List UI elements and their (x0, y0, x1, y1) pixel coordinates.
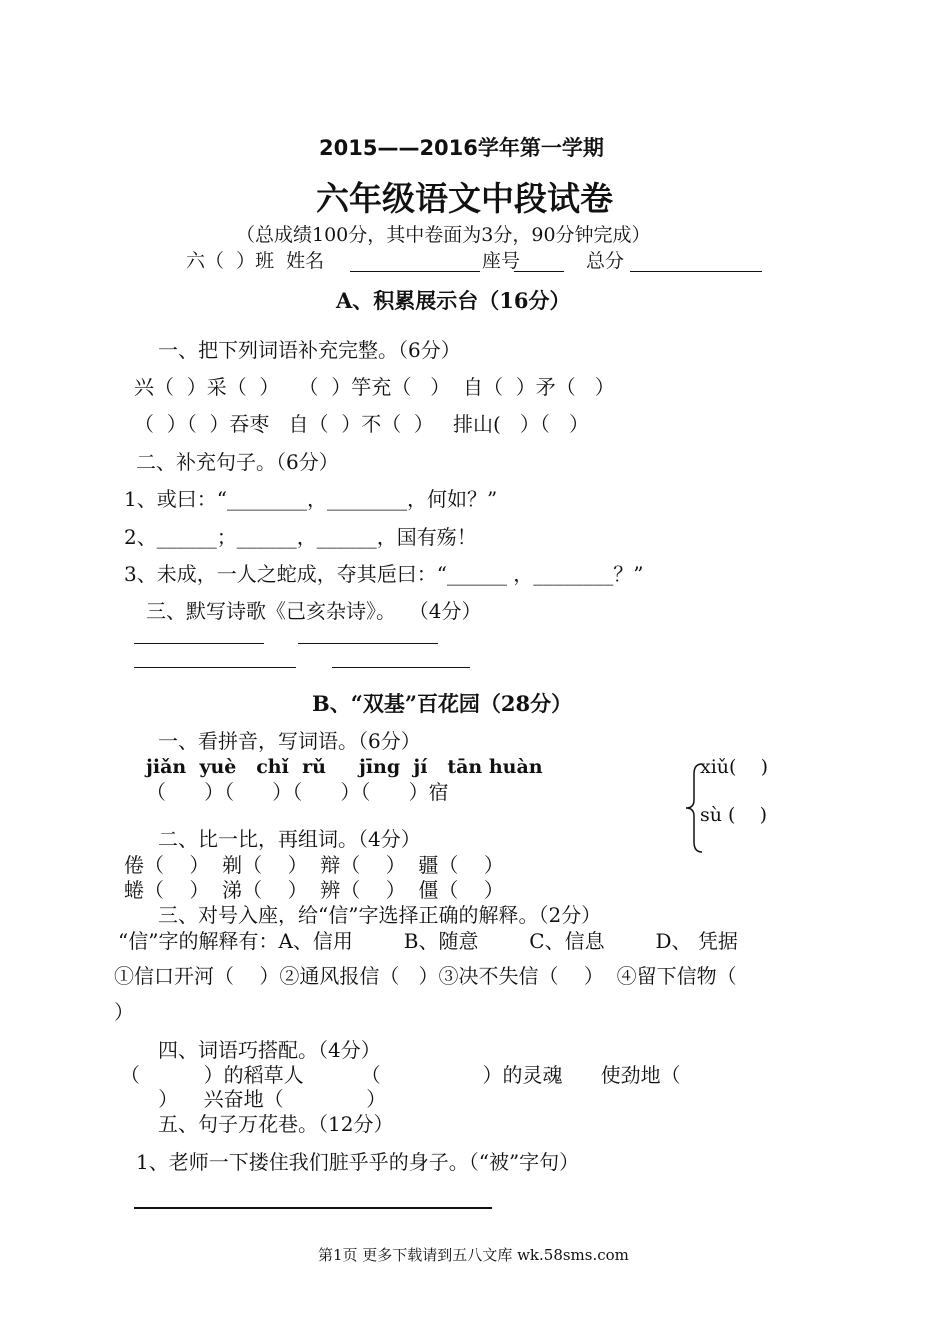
b-q4-row1: （ ）的稻草人 （ ）的灵魂 使劲地（ (120, 1063, 681, 1087)
info-seat: 座号 (482, 250, 521, 272)
section-b-title: B、“双基”百花园（28分） (312, 691, 573, 716)
b-q2-row1: 倦（ ） 剃（ ） 辩（ ） 疆（ ） (124, 853, 504, 877)
a-q1-title: 一、把下列词语补充完整。（6分） (158, 338, 461, 362)
a-q3-title: 三、默写诗歌《己亥杂诗》。 （4分） (146, 599, 482, 623)
b-q3-items-cont: ） (114, 1000, 134, 1024)
b-q1-title: 一、看拼音，写词语。（6分） (158, 729, 421, 753)
b-q4-title: 四、词语巧搭配。（4分） (158, 1038, 381, 1062)
b-q1-brace-bottom: sù ( ) (700, 804, 768, 826)
exam-note: （总成绩100分，其中卷面为3分，90分钟完成） (236, 224, 651, 246)
poem-line-2 (298, 643, 438, 644)
b-q3-title: 三、对号入座，给“信”字选择正确的解释。（2分） (158, 903, 602, 927)
a-q1-row1: 兴（ ）采（ ） （ ）竽充（ ） 自（ ）矛（ ） (134, 375, 615, 399)
a-q1-row2: （ ）（ ）吞枣 自（ ）不（ ） 排山( ）（ ） (134, 412, 589, 436)
b-q5-item1: 1、老师一下搂住我们脏乎乎的身子。（“被”字句） (136, 1150, 580, 1174)
seat-blank (514, 271, 564, 272)
b-q2-row2: 蜷（ ） 涕（ ） 辨（ ） 僵（ ） (124, 878, 504, 902)
a-q2-item2: 2、______；______，______，国有殇！ (124, 525, 477, 549)
total-blank (630, 271, 762, 272)
b-q3-options: “信”字的解释有：A、信用 B、随意 C、信息 D、 凭据 (118, 929, 738, 953)
page-footer: 第1页 更多下载请到五八文库 wk.58sms.com (318, 1246, 629, 1264)
section-a-title: A、积累展示台（16分） (336, 288, 571, 313)
info-total: 总分 (586, 250, 625, 272)
b-q4-row2: ） 兴奋地（ ） (120, 1087, 387, 1111)
term-heading: 2015——2016学年第一学期 (319, 136, 604, 160)
b-q5-title: 五、句子万花巷。（12分） (158, 1112, 394, 1136)
poem-line-3 (134, 667, 296, 668)
a-q2-item1: 1、或曰：“________，________，何如？” (124, 487, 498, 511)
poem-line-1 (134, 643, 264, 644)
page-title: 六年级语文中段试卷 (316, 179, 613, 218)
b-q1-pinyin: jiǎn yuè chǐ rǔ jīng jí tān huàn (146, 756, 543, 778)
b-q1-blanks: （ ）（ ）（ ）（ ）宿 (146, 780, 449, 804)
b-q3-items: ①信口开河（ ）②通风报信（ ）③决不失信（ ） ④留下信物（ (114, 964, 737, 988)
a-q2-item3: 3、未成，一人之蛇成，夺其巵曰：“______ ，________？” (124, 562, 644, 586)
name-blank (350, 271, 480, 272)
info-class-name: 六（ ）班 姓名 (186, 250, 325, 272)
answer-line (134, 1207, 492, 1209)
a-q2-title: 二、补充句子。（6分） (136, 450, 339, 474)
b-q1-brace-top: xiǔ( ) (700, 756, 769, 778)
poem-line-4 (332, 667, 470, 668)
b-q2-title: 二、比一比，再组词。（4分） (158, 827, 421, 851)
